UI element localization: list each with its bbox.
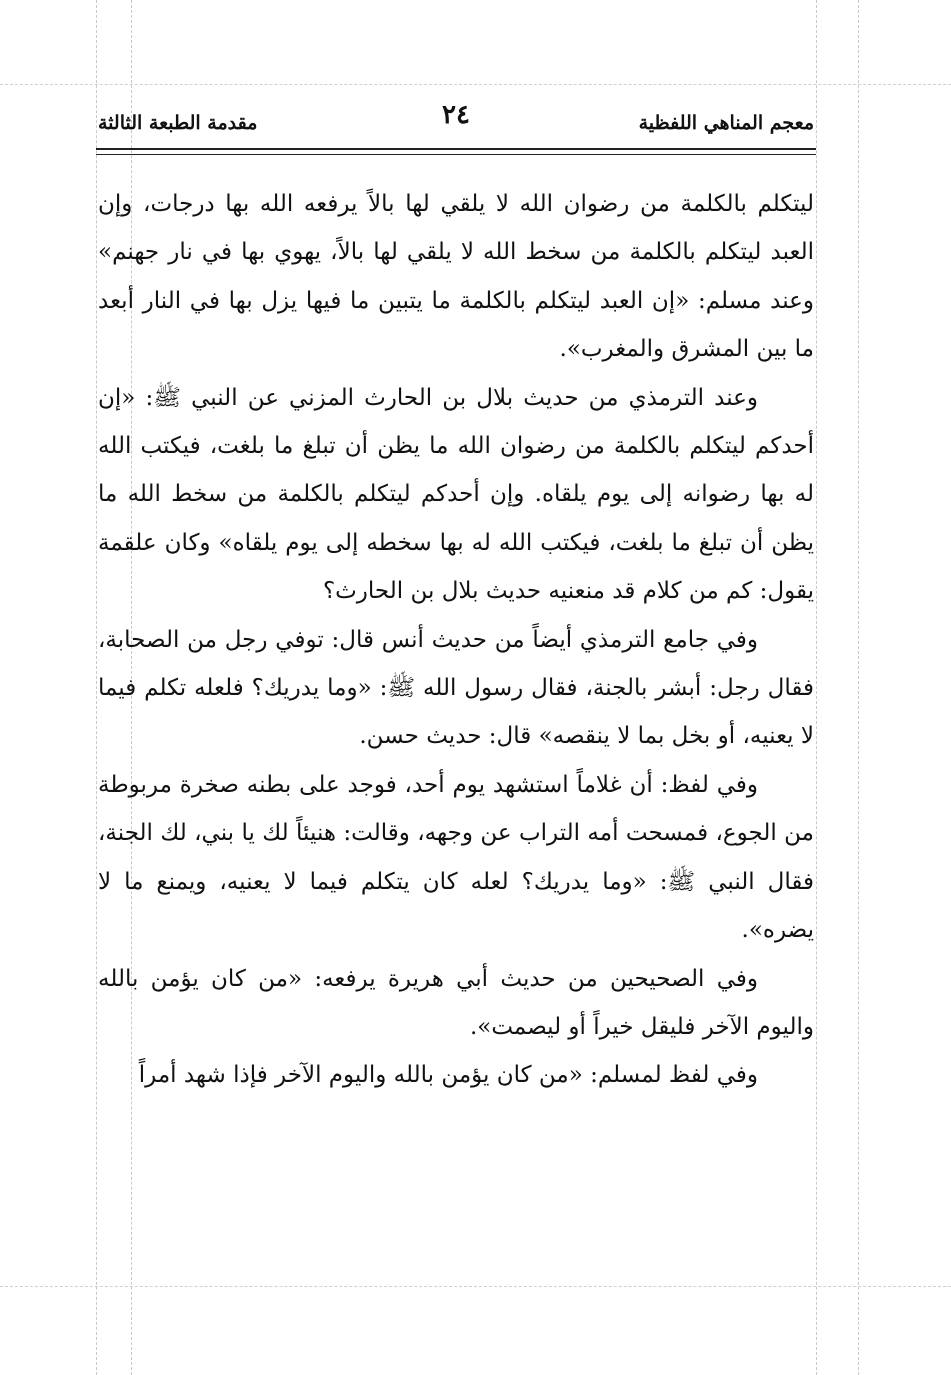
page-number: ٢٤ bbox=[442, 100, 470, 130]
header-rule bbox=[96, 148, 816, 150]
book-title: معجم المناهي اللفظية bbox=[638, 112, 814, 134]
running-header bbox=[98, 100, 814, 144]
header-rule-thin bbox=[96, 154, 816, 155]
crop-guide bbox=[816, 0, 817, 1375]
paragraph: ليتكلم بالكلمة من رضوان الله لا يلقي لها بالاً يرفعه الله بها درجات، وإن العبد ليتكلم بالكلمة من سخط الله لا يلقي لها بالاً، يهوي بها في نار جهنم» وعند مسلم: «إن العبد ليتكلم بالكلمة ما يتبين ما فيها يزل بها في النار أبعد ما بين المشرق والمغرب». bbox=[98, 191, 814, 363]
crop-guide bbox=[0, 84, 951, 85]
paragraph: وفي جامع الترمذي أيضاً من حديث أنس قال: توفي رجل من الصحابة، فقال رجل: أبشر بالجنة، فقال رسول الله ﷺ: «وما يدريك؟ فلعله تكلم فيما لا يعنيه، أو بخل بما لا ينقصه» قال: حديث حسن. bbox=[98, 626, 814, 750]
page-body bbox=[98, 180, 814, 1100]
paragraph: وفي لفظ: أن غلاماً استشهد يوم أحد، فوجد على بطنه صخرة مربوطة من الجوع، فمسحت أمه التراب عن وجهه، وقالت: هنيئاً لك يا بني، لك الجنة، فقال النبي ﷺ: «وما يدريك؟ لعله كان يتكلم فيما لا يعنيه، ويمنع ما لا يضره». bbox=[98, 771, 814, 944]
crop-guide bbox=[858, 0, 859, 1375]
paragraph: وفي لفظ لمسلم: «من كان يؤمن بالله واليوم الآخر فإذا شهد أمراً bbox=[138, 1062, 758, 1089]
paragraph: وعند الترمذي من حديث بلال بن الحارث المزني عن النبي ﷺ: «إن أحدكم ليتكلم بالكلمة من رضوان الله ما يظن أن تبلغ ما بلغت، فيكتب الله له بها رضوانه إلى يوم يلقاه. وإن أحدكم ليتكلم بالكلمة من سخط الله ما يظن أن تبلغ ما بلغت، فيكتب الله له بها سخطه إلى يوم يلقاه» وكان علقمة يقول: كم من كلام قد منعنيه حديث بلال بن الحارث؟ bbox=[98, 384, 814, 605]
section-title: مقدمة الطبعة الثالثة bbox=[98, 112, 258, 134]
paragraph: وفي الصحيحين من حديث أبي هريرة يرفعه: «من كان يؤمن بالله واليوم الآخر فليقل خيراً أو ليصمت». bbox=[98, 965, 814, 1040]
crop-guide bbox=[0, 1286, 951, 1287]
crop-guide bbox=[96, 0, 97, 1375]
